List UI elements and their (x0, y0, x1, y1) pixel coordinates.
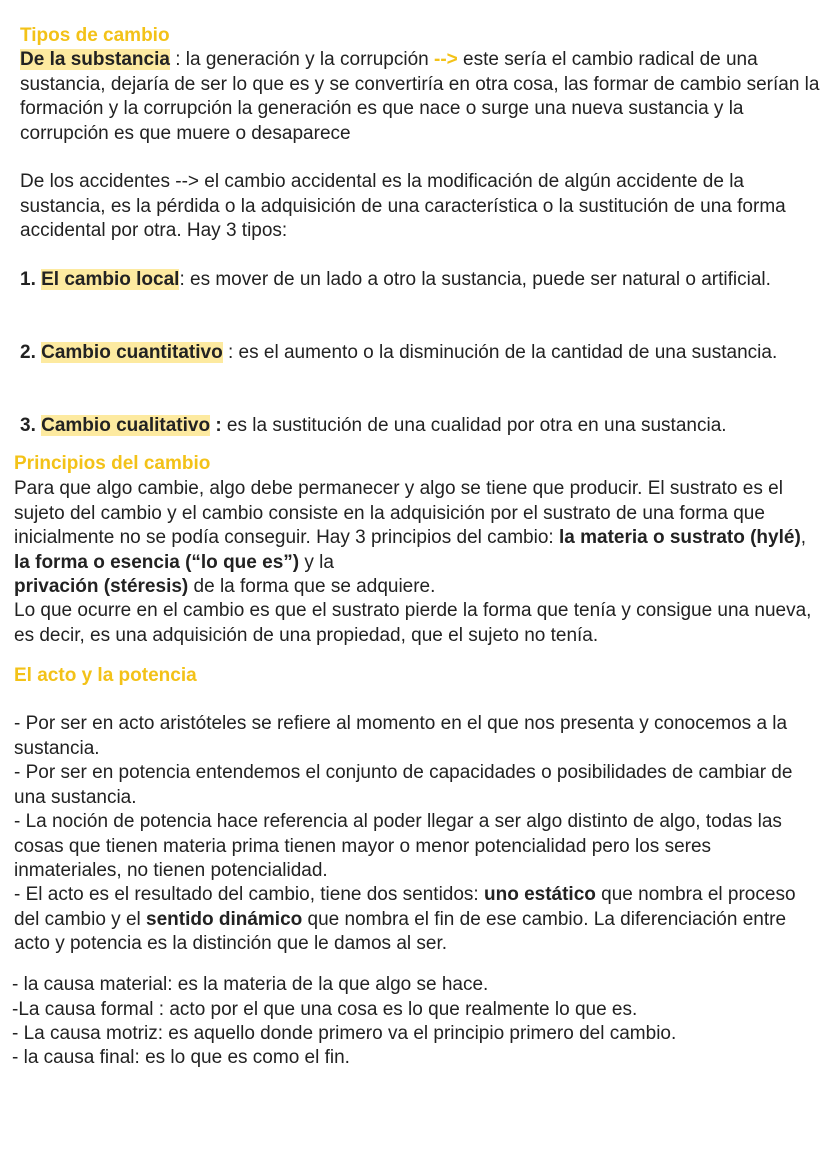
bold-estatico: uno estático (483, 884, 596, 905)
list-item-nocion-potencia: - La noción de potencia hace referencia al poder llegar a ser algo distinto de algo, todas las cosas que tienen materia prima tienen mayor o menor potencialidad pero los seres inmateriales, no tienen potencialidad. (14, 811, 782, 881)
bold-privacion: privación (stéresis) (14, 576, 189, 597)
list-item-causa-motriz: - La causa motriz: es aquello donde primero va el principio primero del cambio. (12, 1023, 677, 1044)
text-cambio-local: : es mover de un lado a otro la sustancia, puede ser natural o artificial. (179, 269, 771, 290)
bold-materia: la materia o sustrato (hylé) (558, 527, 801, 548)
separator: : (210, 415, 222, 436)
list-item-causa-formal: -La causa formal : acto por el que una cosa es lo que realmente lo que es. (12, 999, 638, 1020)
list-item-cambio-local (20, 268, 820, 293)
text-y-la: y la (299, 551, 334, 573)
text-substancia-a: : la generación y la corrupción (169, 49, 434, 70)
list-item-cambio-cualitativo (20, 414, 820, 439)
label-cambio-local: El cambio local (41, 269, 180, 290)
list-item-acto-resultado (14, 883, 818, 957)
paragraph-accidentes: De los accidentes --> el cambio accidental es la modificación de algún accidente de la sustancia, es la pérdida o la adquisición de una característica o la sustitución de una forma accidental por otra. Hay 3 tipos: (20, 171, 786, 241)
text-principios-a: Para que algo cambie, algo debe permanecer y algo se tiene que producir. El sustrato es el sujeto del cambio y el cambio consiste en la adquisición por el sustrato de una forma que inicialmente no se podía conseguir. Hay 3 principios del cambio: (14, 478, 783, 548)
text-cambio-cuantitativo: : es el aumento o la disminución de la cantidad de una sustancia. (222, 342, 778, 363)
heading-principios-del-cambio: Principios del cambio (14, 453, 211, 474)
list-item-causa-final: - la causa final: es lo que es como el fin. (12, 1047, 350, 1068)
text-acto-c: que nombra el proceso del cambio y el (14, 884, 796, 930)
item-number: 2. (20, 342, 42, 363)
label-cambio-cualitativo: Cambio cualitativo (41, 415, 211, 436)
text-cambio-cualitativo: es la sustitución de una cualidad por otra en una sustancia. (221, 415, 727, 436)
label-substancia: De la substancia (20, 49, 170, 70)
paragraph-principios (14, 477, 818, 600)
list-item-potencia: - Por ser en potencia entendemos el conjunto de capacidades o posibilidades de cambiar de una sustancia. (14, 762, 793, 808)
list-item-causa-material: - la causa material: es la materia de la que algo se hace. (12, 974, 489, 995)
item-number: 1. (20, 269, 42, 290)
text-comma: , (800, 527, 807, 548)
text-principios-e: de la forma que se adquiere. (188, 576, 436, 597)
list-item-cambio-cuantitativo (20, 341, 820, 366)
bold-forma: la forma o esencia (“lo que es”) (14, 551, 300, 573)
heading-acto-y-potencia: El acto y la potencia (14, 665, 197, 686)
list-item-acto: - Por ser en acto aristóteles se refiere al momento en el que nos presenta y conocemos a la sustancia. (14, 713, 788, 759)
item-number: 3. (20, 415, 42, 436)
text-acto-d: que nombra el fin de ese cambio. La diferenciación entre acto y potencia es la distinción que le damos al ser. (14, 908, 787, 954)
text-substancia-b: este sería el cambio radical de una sustancia, dejaría de ser lo que es y se convertiría en otra cosa, las formar de cambio serían la formación y la corrupción la generación es que nace o surge una nueva sustancia y la corrupción es que muere o desaparece (20, 49, 820, 144)
text-acto-a: - El acto es el resultado del cambio, tiene dos sentidos: (14, 884, 484, 905)
arrow-icon: --> (434, 49, 458, 70)
paragraph-sustrato: Lo que ocurre en el cambio es que el sustrato pierde la forma que tenía y consigue una nueva, es decir, es una adquisición de una propiedad, que el sujeto no tenía. (14, 600, 812, 646)
bold-dinamico: sentido dinámico (146, 908, 303, 930)
paragraph-substancia (20, 48, 820, 146)
heading-tipos-de-cambio: Tipos de cambio (20, 25, 170, 46)
label-cambio-cuantitativo: Cambio cuantitativo (41, 342, 223, 363)
